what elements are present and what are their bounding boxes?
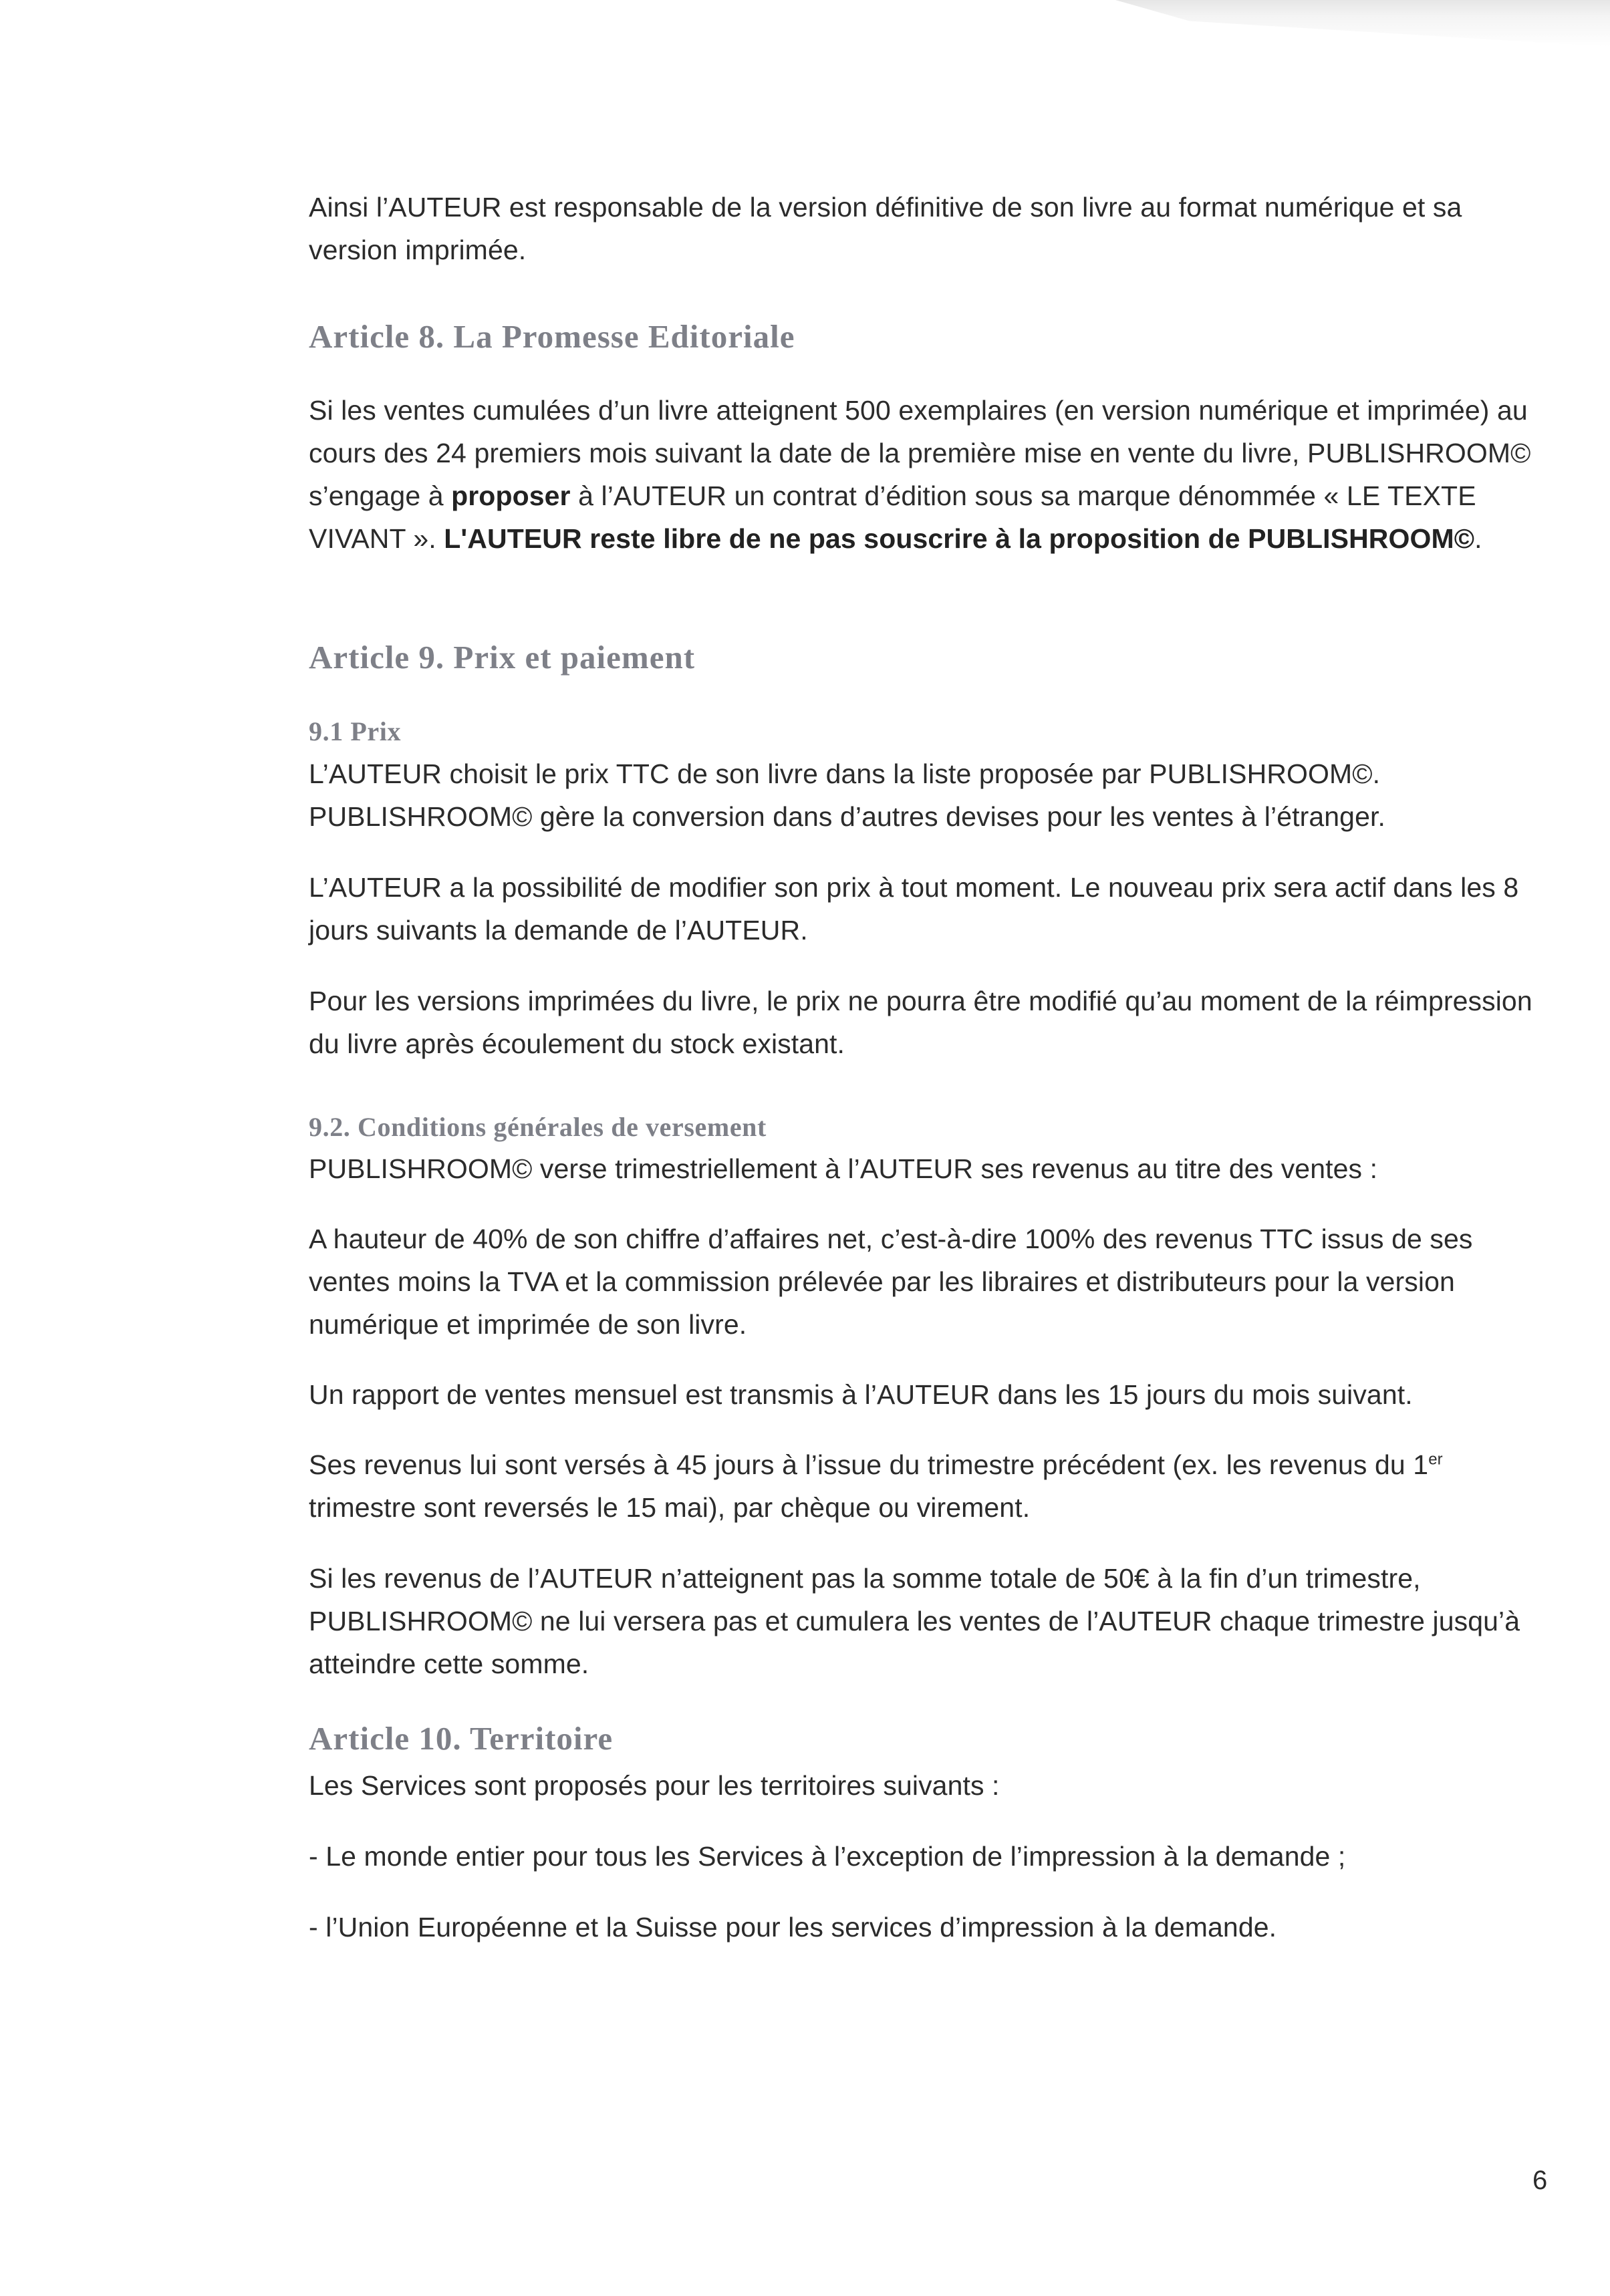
article-8-text-b: à l’AUTEUR un contrat d’édition sous sa marque dénommée « LE TEXTE VIVANT ». [309, 480, 1476, 554]
section-9-2-paragraph-2: A hauteur de 40% de son chiffre d’affaires net, c’est-à-dire 100% des revenus TTC issus de ses ventes moins la TVA et la commission prélevée par les libraires et distributeurs pour la version numérique et imprimée de son livre. [309, 1224, 1473, 1340]
article-8-text-end: . [1474, 523, 1482, 554]
intro-paragraph [309, 186, 1552, 271]
article-8-bold-propose: proposer [451, 480, 571, 511]
section-9-2-p4-a: Ses revenus lui sont versés à 45 jours à l’issue du trimestre précédent (ex. les revenus du 1 [309, 1449, 1429, 1480]
article-9-heading: Article 9. Prix et paiement [309, 639, 696, 676]
scan-shadow [1115, 0, 1610, 47]
section-9-2-p4-b: trimestre sont reversés le 15 mai), par chèque ou virement. [309, 1492, 1031, 1523]
section-9-1-heading: 9.1 Prix [309, 716, 402, 746]
ordinal-superscript: er [1428, 1450, 1443, 1469]
section-9-2-paragraph-3: Un rapport de ventes mensuel est transmis à l’AUTEUR dans les 15 jours du mois suivant. [309, 1379, 1413, 1410]
section-9-1-paragraph-2: L’AUTEUR a la possibilité de modifier son prix à tout moment. Le nouveau prix sera actif dans les 8 jours suivants la demande de l’AUTEUR. [309, 872, 1519, 946]
page-number: 6 [1532, 2166, 1548, 2195]
section-9-1-paragraph-3: Pour les versions imprimées du livre, le prix ne pourra être modifié qu’au moment de la réimpression du livre après écoulement du stock existant. [309, 986, 1532, 1059]
intro-line-1: Ainsi l’AUTEUR est responsable de la version définitive de son livre au format numérique et sa [309, 192, 1462, 223]
article-8-text-a: Si les ventes cumulées d’un livre atteignent 500 exemplaires (en version numérique et imprimée) au cours des 24 premiers mois suivant la date de la première mise en vente du livre, PUBLISHROOM© s’engage à [309, 395, 1531, 511]
intro-line-2: version imprimée. [309, 235, 527, 265]
article-10-paragraph: Les Services sont proposés pour les territoires suivants : [309, 1770, 1000, 1801]
section-9-1-paragraph-1: L’AUTEUR choisit le prix TTC de son livre dans la liste proposée par PUBLISHROOM©. PUBLISHROOM© gère la conversion dans d’autres devises pour les ventes à l’étranger. [309, 758, 1385, 832]
section-9-2-paragraph-5: Si les revenus de l’AUTEUR n’atteignent pas la somme totale de 50€ à la fin d’un trimestre, PUBLISHROOM© ne lui versera pas et cumulera les ventes de l’AUTEUR chaque trimestre jusqu’à atteindre cette somme. [309, 1563, 1520, 1679]
article-8-paragraph [309, 389, 1552, 560]
section-9-2-heading: 9.2. Conditions générales de versement [309, 1112, 767, 1142]
section-9-2-paragraph-1: PUBLISHROOM© verse trimestriellement à l’AUTEUR ses revenus au titre des ventes : [309, 1153, 1378, 1184]
territory-item-2: - l’Union Européenne et la Suisse pour les services d’impression à la demande. [309, 1912, 1277, 1943]
section-9-2-paragraph-4 [309, 1443, 1552, 1529]
article-8-bold-clause: L'AUTEUR reste libre de ne pas souscrire à la proposition de PUBLISHROOM© [444, 523, 1475, 554]
article-8-heading: Article 8. La Promesse Editoriale [309, 318, 795, 355]
territory-item-1: - Le monde entier pour tous les Services à l’exception de l’impression à la demande ; [309, 1841, 1346, 1872]
article-10-heading: Article 10. Territoire [309, 1720, 614, 1757]
